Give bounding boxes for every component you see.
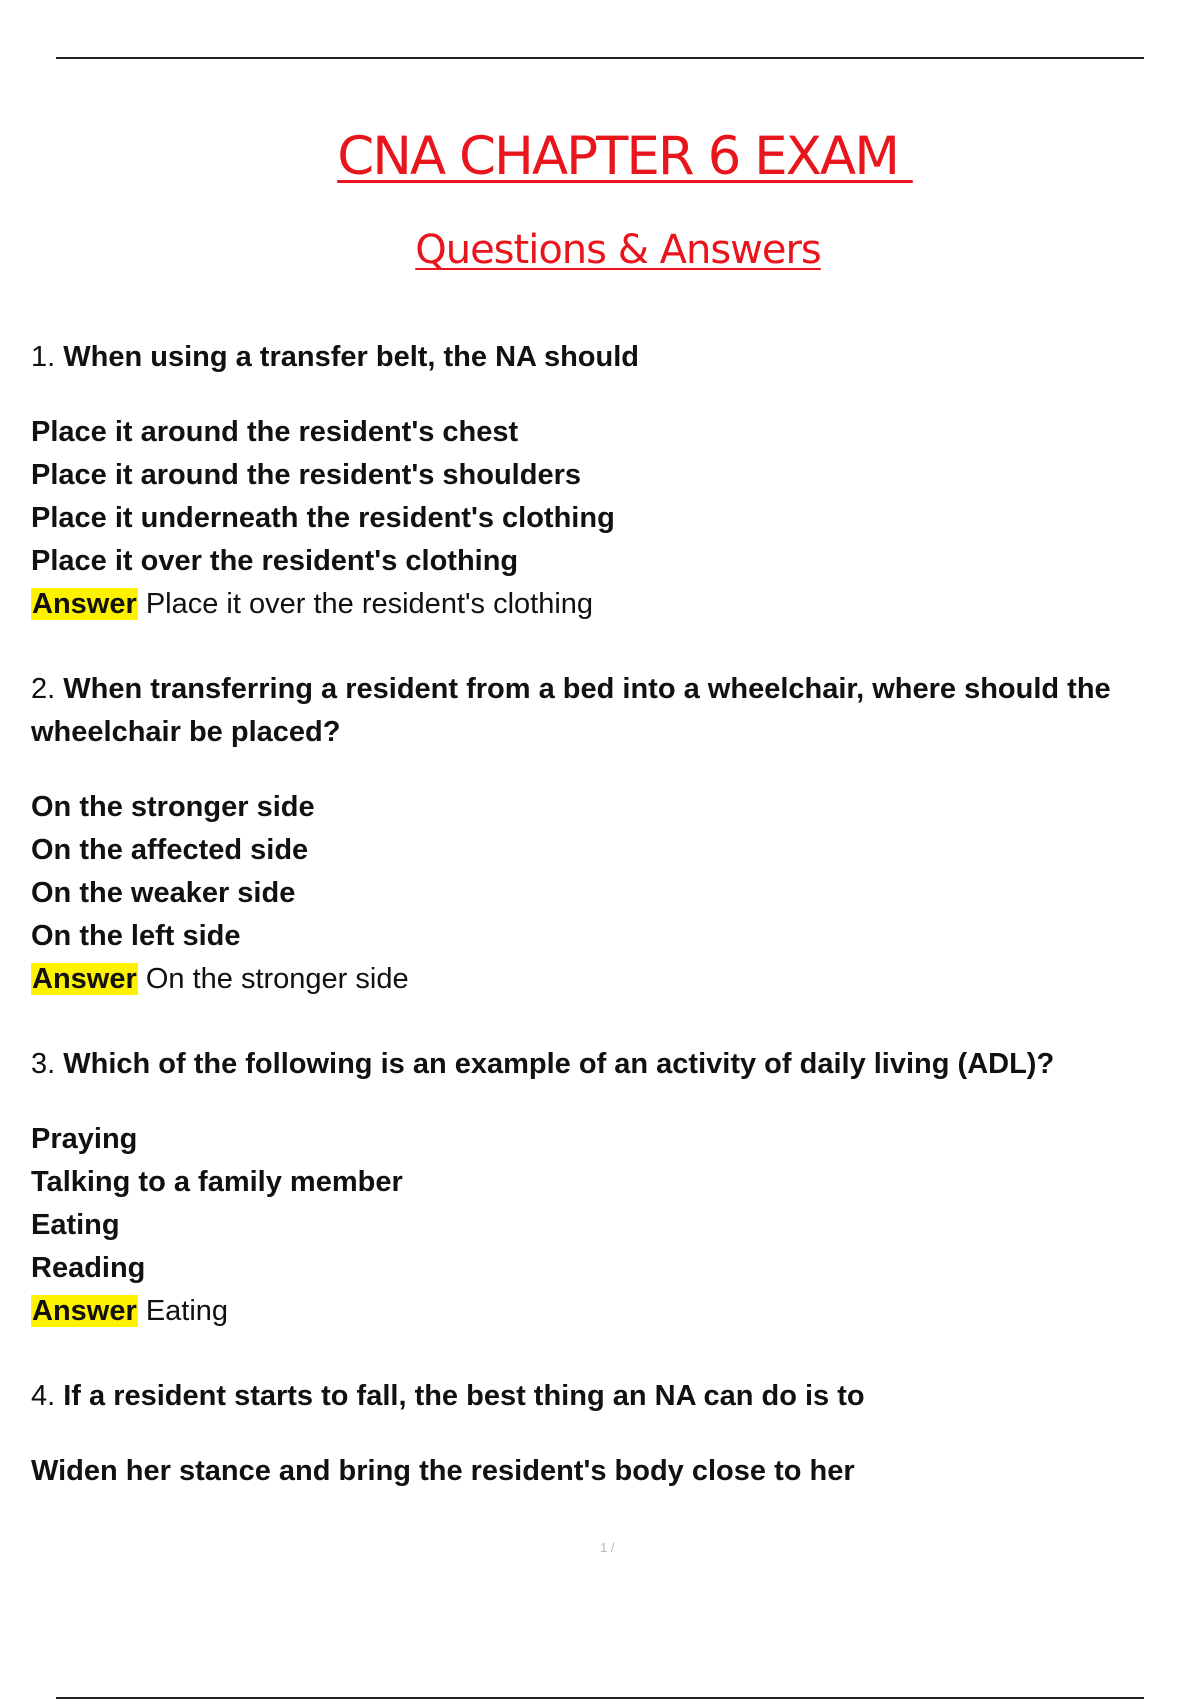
- question-number: 2.: [31, 673, 56, 705]
- option: On the affected side: [31, 834, 309, 866]
- answer-text: Place it over the resident's clothing: [145, 588, 594, 620]
- question-block-4: [31, 1375, 1200, 1493]
- page-number: 1 /: [600, 1540, 615, 1555]
- options-list: [31, 786, 1200, 1001]
- page-title: CNA CHAPTER 6 EXAM: [337, 126, 913, 187]
- options-list: [31, 411, 1200, 626]
- answer-line: [31, 958, 1200, 1001]
- option: Place it underneath the resident's clothing: [31, 502, 615, 534]
- option: Reading: [31, 1252, 146, 1284]
- option: On the weaker side: [31, 877, 296, 909]
- question-text: When using a transfer belt, the NA should: [63, 341, 639, 373]
- answer-label: Answer: [32, 1295, 137, 1327]
- option: Eating: [31, 1209, 120, 1241]
- answer-line: [31, 583, 1200, 626]
- questions-list: [31, 336, 1200, 1535]
- question-1: [31, 336, 1200, 379]
- question-text: If a resident starts to fall, the best thing an NA can do is to: [63, 1380, 865, 1412]
- page-subtitle: Questions & Answers: [415, 227, 821, 273]
- question-number: 1.: [31, 341, 56, 373]
- question-block-2: [31, 668, 1200, 1001]
- top-rule: [56, 57, 1144, 59]
- question-number: 4.: [31, 1380, 56, 1412]
- option: On the stronger side: [31, 791, 315, 823]
- answer-label: Answer: [32, 963, 137, 995]
- question-block-1: [31, 336, 1200, 626]
- question-text: When transferring a resident from a bed into a wheelchair, where should the wheelchair be placed?: [31, 673, 1111, 748]
- option: Place it over the resident's clothing: [31, 545, 519, 577]
- answer-line: [31, 1290, 1200, 1333]
- question-4: [31, 1375, 1200, 1418]
- option: Place it around the resident's chest: [31, 416, 519, 448]
- option: On the left side: [31, 920, 241, 952]
- option: Praying: [31, 1123, 138, 1155]
- answer-text: On the stronger side: [145, 963, 409, 995]
- answer-text: Eating: [145, 1295, 229, 1327]
- options-list: [31, 1118, 1200, 1333]
- question-2: [31, 668, 1200, 754]
- options-list: [31, 1450, 1200, 1493]
- option: Place it around the resident's shoulders: [31, 459, 581, 491]
- question-block-3: [31, 1043, 1200, 1333]
- question-3: [31, 1043, 1200, 1086]
- question-number: 3.: [31, 1048, 56, 1080]
- question-text: Which of the following is an example of an activity of daily living (ADL)?: [63, 1048, 1055, 1080]
- option: Widen her stance and bring the resident's body close to her: [31, 1455, 855, 1487]
- bottom-rule: [56, 1697, 1144, 1699]
- answer-label: Answer: [32, 588, 137, 620]
- option: Talking to a family member: [31, 1166, 403, 1198]
